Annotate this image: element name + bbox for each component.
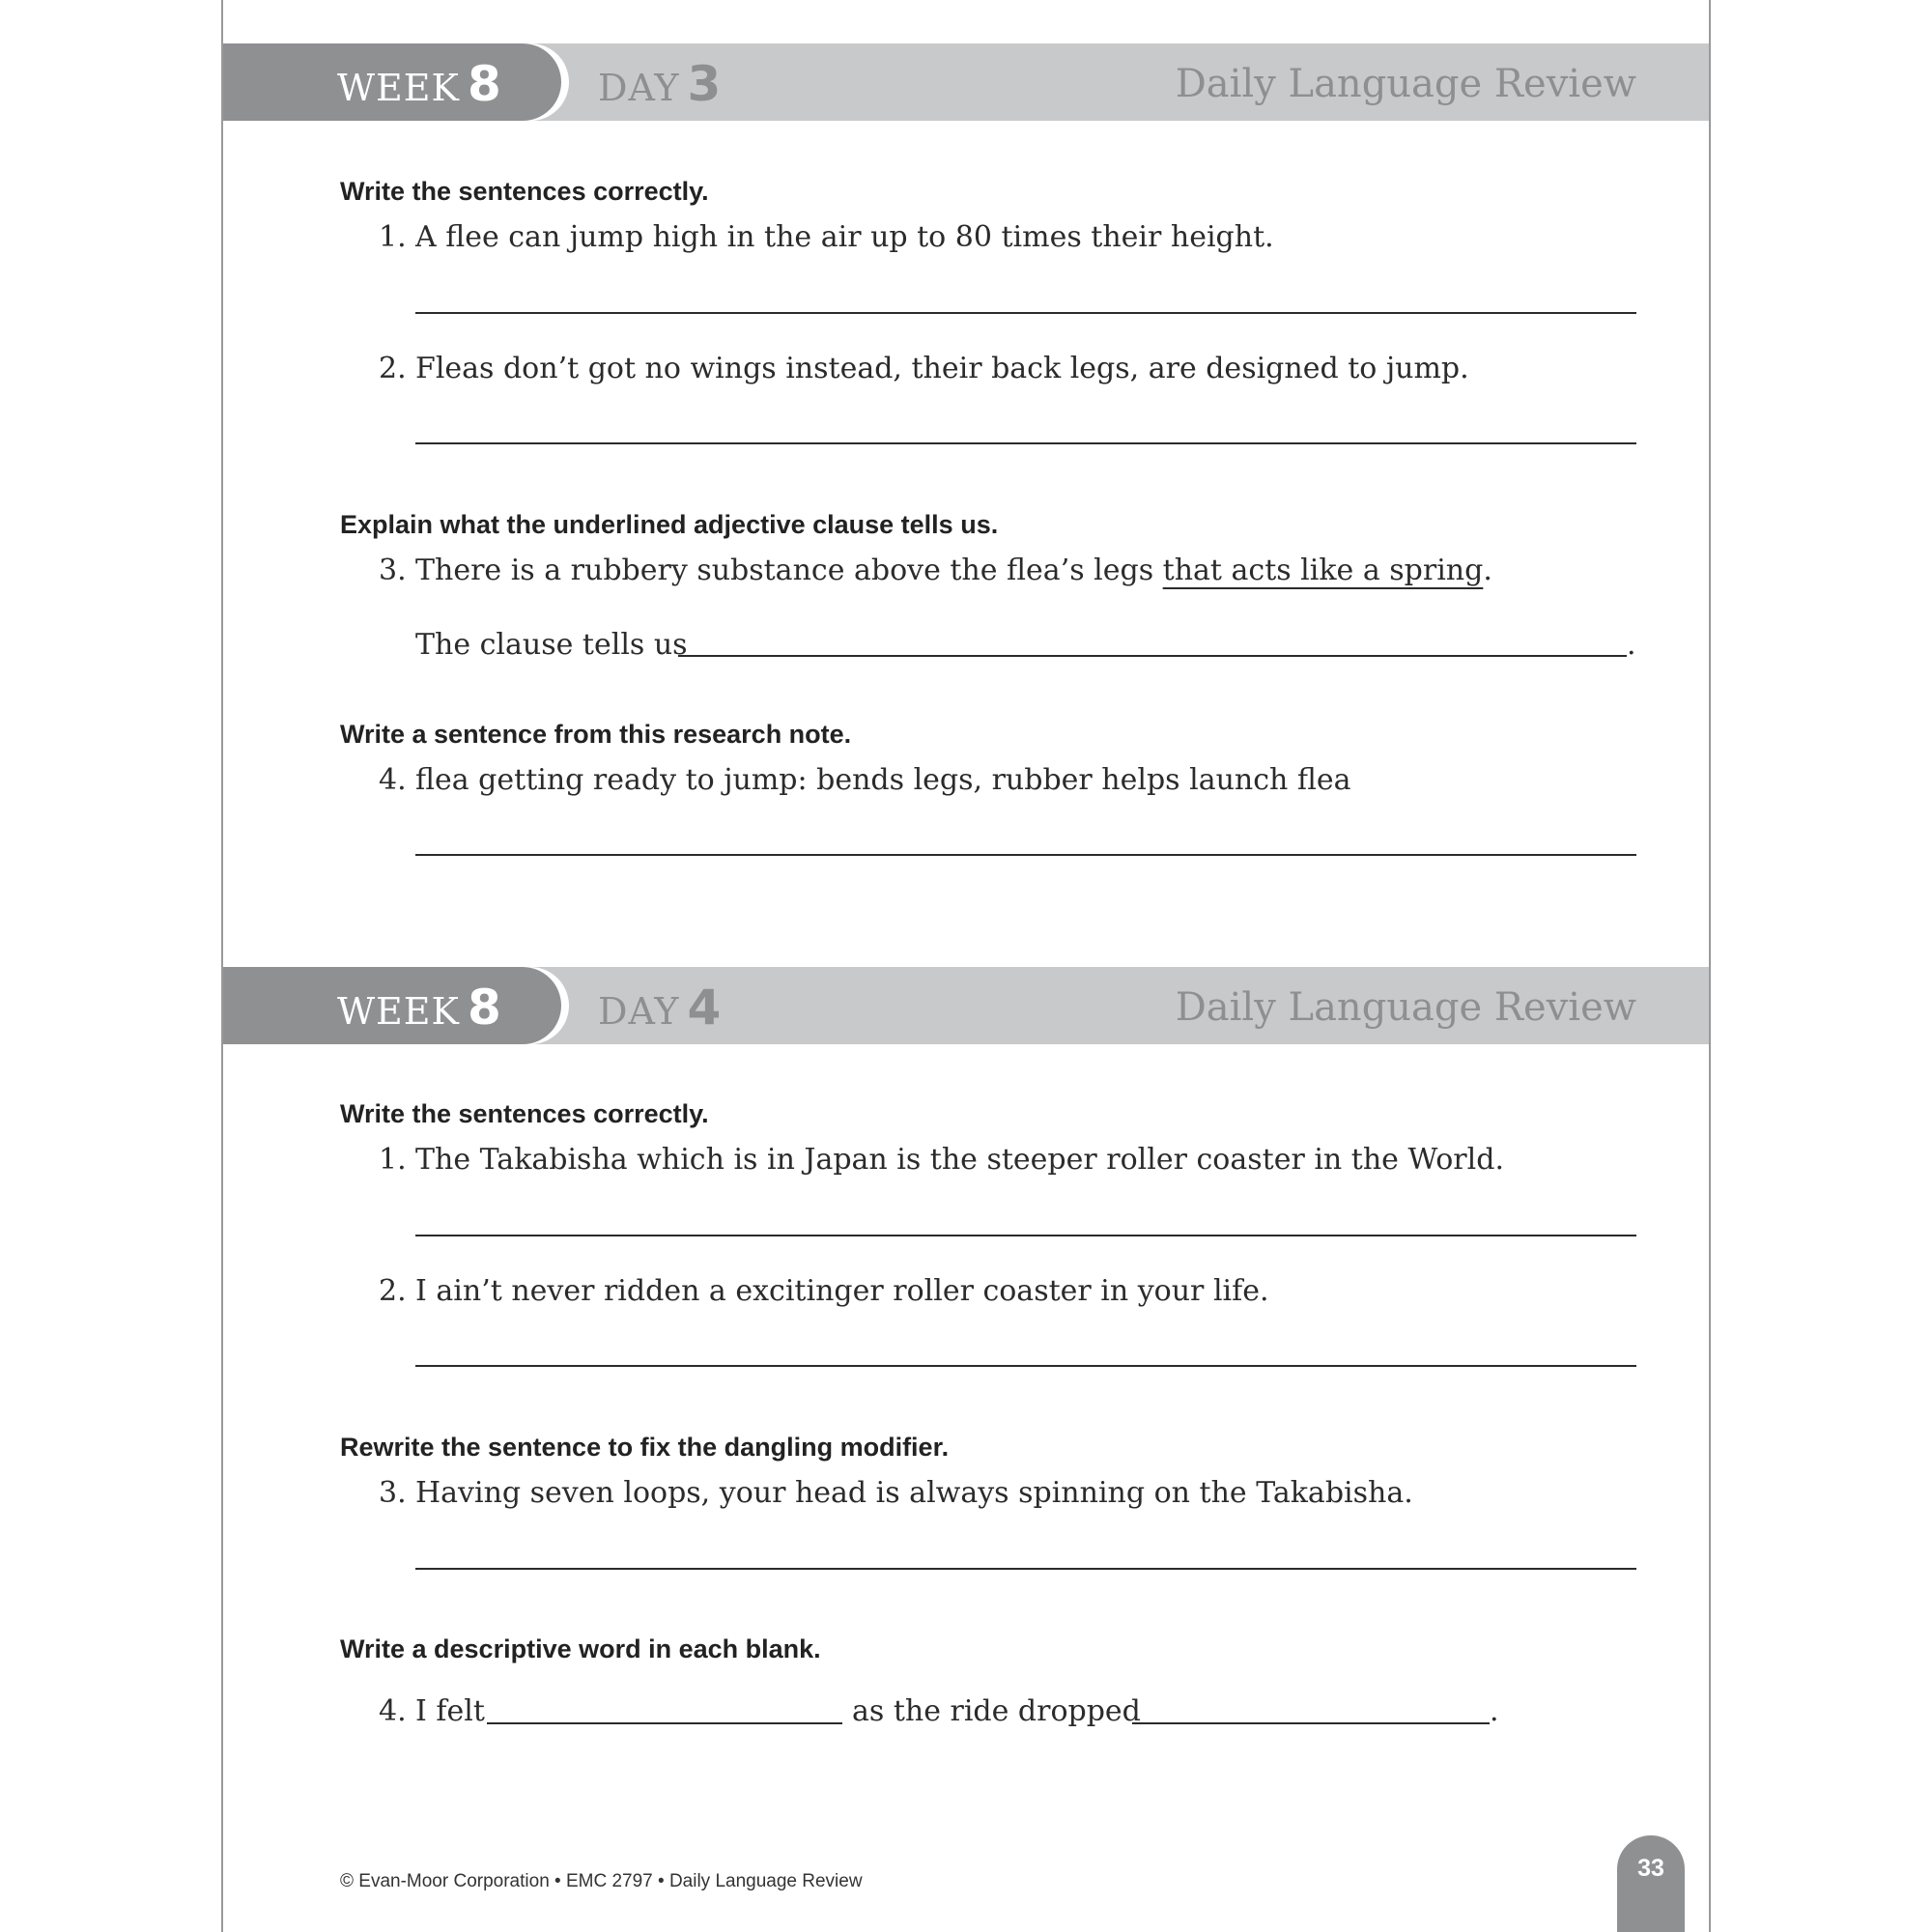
item4-middle-text: as the ride dropped (852, 1694, 1141, 1728)
section-title: Daily Language Review (1175, 62, 1636, 106)
question-item: 4. flea getting ready to jump: bends legs, rubber helps launch flea (379, 763, 1351, 797)
instruction-explain-clause: Explain what the underlined adjective clause tells us. (340, 510, 999, 539)
page-right-edge (1709, 0, 1711, 1932)
answer-line[interactable] (415, 1235, 1636, 1236)
answer-line[interactable] (415, 442, 1636, 444)
instruction-descriptive-word: Write a descriptive word in each blank. (340, 1634, 821, 1663)
day3-header-banner (223, 43, 1709, 121)
day-label: DAY 3 (598, 56, 723, 112)
page-number: 33 (1637, 1855, 1664, 1882)
day-number: 3 (687, 56, 723, 112)
question-item: 1. The Takabisha which is in Japan is the steeper roller coaster in the World. (379, 1143, 1504, 1177)
week-number: 8 (467, 56, 502, 112)
clause-answer-line[interactable] (678, 655, 1627, 657)
question-item: 3. There is a rubbery substance above the flea’s legs that acts like a spring. (379, 554, 1492, 587)
blank-line-1[interactable] (487, 1722, 842, 1724)
week-label: WEEK 8 (337, 980, 502, 1036)
clause-prompt: The clause tells us (415, 628, 688, 662)
question-item: 3. Having seven loops, your head is always spinning on the Takabisha. (379, 1476, 1413, 1510)
section-title: Daily Language Review (1175, 985, 1636, 1030)
clause-period: . (1627, 628, 1636, 662)
copyright-footer: © Evan-Moor Corporation • EMC 2797 • Daily Language Review (340, 1871, 863, 1891)
underlined-clause: that acts like a spring (1162, 554, 1484, 587)
item4-period: . (1490, 1694, 1499, 1728)
day-label: DAY 4 (598, 980, 723, 1036)
question-item: 2. Fleas don’t got no wings instead, their back legs, are designed to jump. (379, 352, 1469, 385)
answer-line[interactable] (415, 312, 1636, 314)
answer-line[interactable] (415, 854, 1636, 856)
instruction-write-correctly: Write the sentences correctly. (340, 177, 709, 206)
question-item: 4. I felt (379, 1694, 485, 1728)
answer-line[interactable] (415, 1568, 1636, 1570)
page-left-edge (221, 0, 223, 1932)
question-item: 1. A flee can jump high in the air up to 80 times their height. (379, 220, 1274, 254)
instruction-research-note: Write a sentence from this research note. (340, 720, 852, 749)
instruction-dangling-modifier: Rewrite the sentence to fix the dangling modifier. (340, 1433, 950, 1462)
blank-line-2[interactable] (1132, 1722, 1490, 1724)
question-item: 2. I ain’t never ridden a excitinger roller coaster in your life. (379, 1274, 1269, 1308)
answer-line[interactable] (415, 1365, 1636, 1367)
day4-header-banner (223, 967, 1709, 1044)
instruction-write-correctly: Write the sentences correctly. (340, 1099, 709, 1128)
page-number-tab (1617, 1835, 1685, 1932)
week-number: 8 (467, 980, 502, 1036)
day-number: 4 (687, 980, 723, 1036)
week-label: WEEK 8 (337, 56, 502, 112)
